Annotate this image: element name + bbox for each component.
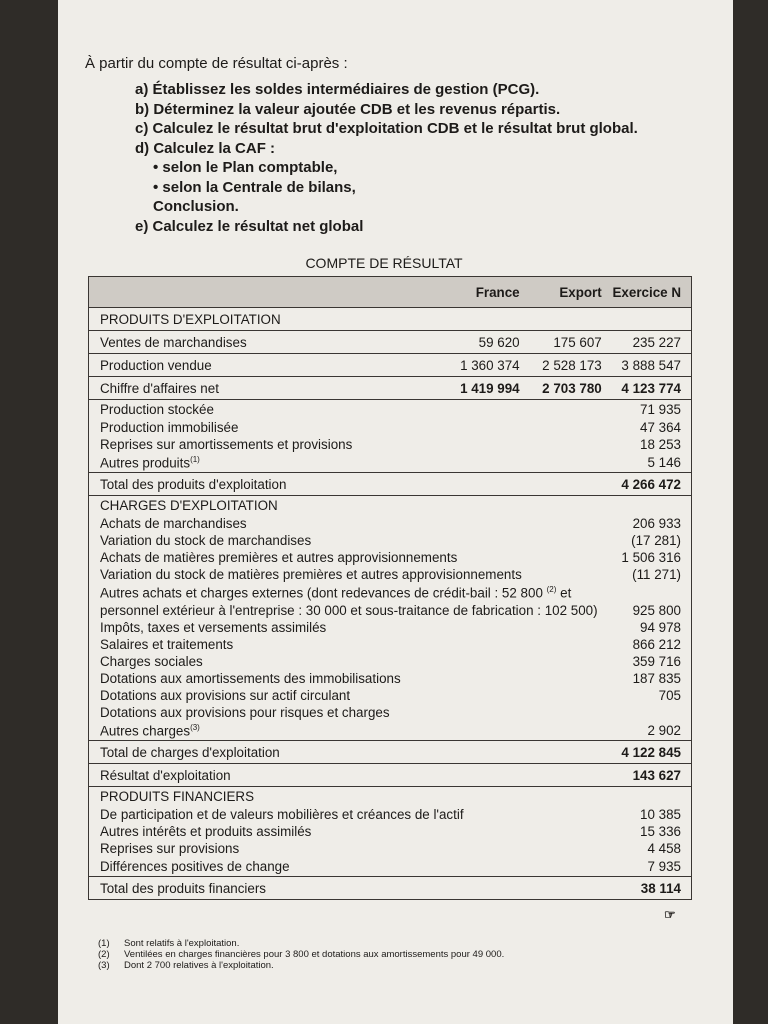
row-label: Différences positives de change xyxy=(89,857,446,877)
table-row xyxy=(89,419,692,436)
table-row xyxy=(89,653,692,670)
table-row xyxy=(89,619,692,636)
table-row-total xyxy=(89,473,692,496)
task-d-bullet-2: • selon la Centrale de bilans, xyxy=(153,178,356,196)
footnote-3: (3) Dont 2 700 relatives à l'exploitation. xyxy=(98,960,274,971)
cell-exercice: 206 933 xyxy=(606,515,692,532)
row-label: Salaires et traitements xyxy=(89,636,446,653)
cell-export: 2 528 173 xyxy=(524,354,606,377)
table-row xyxy=(89,566,692,583)
cell-exercice: 10 385 xyxy=(606,806,692,823)
cell-exercice: 7 935 xyxy=(606,857,692,877)
row-label: Dotations aux provisions sur actif circulant xyxy=(89,687,446,704)
task-d-bullet-1: • selon le Plan comptable, xyxy=(153,159,338,176)
cell-export: 175 607 xyxy=(524,331,606,354)
task-list xyxy=(135,80,638,236)
task-e: e) Calculez le résultat net global xyxy=(135,217,364,235)
column-header-exercice: Exercice N xyxy=(606,277,692,308)
table-row xyxy=(89,687,692,704)
row-label: Total des produits financiers xyxy=(89,877,446,900)
section-heading-row xyxy=(89,787,692,807)
cell-exercice: 4 266 472 xyxy=(606,473,692,496)
cell-exercice: (11 271) xyxy=(606,566,692,583)
cell-exercice: 235 227 xyxy=(606,331,692,354)
cell-exercice: (17 281) xyxy=(606,532,692,549)
table-row xyxy=(89,436,692,453)
row-label: Total des produits d'exploitation xyxy=(89,473,446,496)
cell-export: 2 703 780 xyxy=(524,377,606,400)
section-heading: CHARGES D'EXPLOITATION xyxy=(89,496,446,516)
cell-exercice: 705 xyxy=(606,687,692,704)
section-heading: PRODUITS FINANCIERS xyxy=(89,787,446,807)
table-row xyxy=(89,602,692,619)
cell-exercice: 18 253 xyxy=(606,436,692,453)
table-row xyxy=(89,515,692,532)
cell-exercice: 4 122 845 xyxy=(606,741,692,764)
cell-exercice: 2 902 xyxy=(606,721,692,741)
pointing-hand-icon: ☞ xyxy=(664,907,676,922)
section-heading: PRODUITS D'EXPLOITATION xyxy=(89,308,446,331)
footnote-2: (2) Ventilées en charges financières pour 3 800 et dotations aux amortissements pour 49 000. xyxy=(98,949,505,960)
row-label: Autres intérêts et produits assimilés xyxy=(89,823,446,840)
cell-france: 1 360 374 xyxy=(446,354,524,377)
task-c: c) Calculez le résultat brut d'exploitation CDB et le résultat brut global. xyxy=(135,120,638,137)
cell-exercice: 4 123 774 xyxy=(606,377,692,400)
cell-exercice: 15 336 xyxy=(606,823,692,840)
task-b: b) Déterminez la valeur ajoutée CDB et les revenus répartis. xyxy=(135,100,561,118)
table-row xyxy=(89,549,692,566)
cell-exercice: 925 800 xyxy=(606,602,692,619)
footnotes xyxy=(98,938,504,971)
cell-france: 59 620 xyxy=(446,331,524,354)
table-row xyxy=(89,840,692,857)
row-label: Autres produits$^{(1)}$ xyxy=(89,453,446,473)
cell-exercice: 47 364 xyxy=(606,419,692,436)
row-label: Dotations aux amortissements des immobilisations xyxy=(89,670,446,687)
row-label: Charges sociales xyxy=(89,653,446,670)
table-row xyxy=(89,670,692,687)
footnote-1: (1) Sont relatifs à l'exploitation. xyxy=(98,938,240,949)
table-row-total xyxy=(89,741,692,764)
task-a: a) Établissez les soldes intermédiaires de gestion (PCG). xyxy=(135,81,540,98)
cell-exercice: 71 935 xyxy=(606,400,692,420)
row-label: Chiffre d'affaires net xyxy=(89,377,446,400)
cell-exercice: 4 458 xyxy=(606,840,692,857)
column-header-france: France xyxy=(446,277,524,308)
table-row xyxy=(89,823,692,840)
section-heading-row xyxy=(89,308,692,331)
cell-exercice: 94 978 xyxy=(606,619,692,636)
cell-exercice: 38 114 xyxy=(606,877,692,900)
row-label: Résultat d'exploitation xyxy=(89,764,446,787)
row-label: De participation et de valeurs mobilières et créances de l'actif xyxy=(89,806,606,823)
table-row-result xyxy=(89,764,692,787)
row-label: Production immobilisée xyxy=(89,419,446,436)
cell-exercice: 866 212 xyxy=(606,636,692,653)
cell-france: 1 419 994 xyxy=(446,377,524,400)
table-row xyxy=(89,721,692,741)
task-d: d) Calculez la CAF : xyxy=(135,139,276,157)
table-row xyxy=(89,806,692,823)
table-row xyxy=(89,636,692,653)
row-label: personnel extérieur à l'entreprise : 30 000 et sous-traitance de fabrication : 102 500) xyxy=(89,602,606,619)
row-label: Variation du stock de marchandises xyxy=(89,532,446,549)
footnote-ref: (3) xyxy=(190,722,200,732)
table-row xyxy=(89,532,692,549)
cell-exercice: 5 146 xyxy=(606,453,692,473)
intro-text: À partir du compte de résultat ci-après : xyxy=(85,55,348,72)
table-row-subtotal xyxy=(89,377,692,400)
row-label: Production stockée xyxy=(89,400,446,420)
row-label: Dotations aux provisions pour risques et charges xyxy=(89,704,446,721)
footnote-ref: (2) xyxy=(546,584,557,594)
table-row xyxy=(89,704,692,721)
row-label: Production vendue xyxy=(89,354,446,377)
row-label: Autres achats et charges externes (dont redevances de crédit-bail : 52 800 $^{(2)}$ et xyxy=(89,583,606,602)
task-d-conclusion: Conclusion. xyxy=(153,198,239,215)
row-label: Reprises sur provisions xyxy=(89,840,446,857)
cell-exercice: 143 627 xyxy=(606,764,692,787)
row-label: Reprises sur amortissements et provisions xyxy=(89,436,446,453)
cell-exercice: 1 506 316 xyxy=(606,549,692,566)
table-row xyxy=(89,453,692,473)
table-row xyxy=(89,857,692,877)
cell-exercice: 187 835 xyxy=(606,670,692,687)
table-title: COMPTE DE RÉSULTAT xyxy=(305,255,463,271)
row-label: Achats de marchandises xyxy=(89,515,446,532)
cell-exercice: 3 888 547 xyxy=(606,354,692,377)
table-row xyxy=(89,331,692,354)
row-label: Autres charges$^{(3)}$ xyxy=(89,721,446,741)
row-label: Ventes de marchandises xyxy=(89,331,446,354)
table-row-total xyxy=(89,877,692,900)
row-label: Variation du stock de matières premières et autres approvisionnements xyxy=(89,566,606,583)
table-header-row xyxy=(89,277,692,308)
footnote-ref: (1) xyxy=(190,454,200,464)
row-label: Impôts, taxes et versements assimilés xyxy=(89,619,446,636)
compte-de-resultat-table xyxy=(88,276,692,900)
cell-exercice: 359 716 xyxy=(606,653,692,670)
table-row xyxy=(89,583,692,602)
column-header-export: Export xyxy=(524,277,606,308)
table-row xyxy=(89,400,692,420)
row-label: Achats de matières premières et autres approvisionnements xyxy=(89,549,606,566)
row-label: Total de charges d'exploitation xyxy=(89,741,446,764)
table-row xyxy=(89,354,692,377)
cell-exercice xyxy=(606,704,692,721)
section-heading-row xyxy=(89,496,692,516)
